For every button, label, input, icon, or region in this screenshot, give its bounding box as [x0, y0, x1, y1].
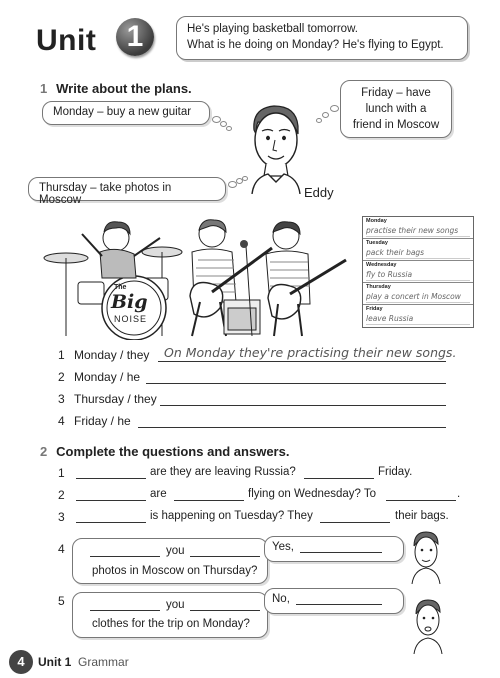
- answer-prefix: No,: [272, 593, 290, 605]
- item-prompt: Monday / he: [74, 370, 141, 384]
- example-line-1: He's playing basketball tomorrow.: [187, 23, 358, 35]
- schedule-activity: fly to Russia: [366, 269, 470, 281]
- answer-line[interactable]: [158, 361, 446, 362]
- answer-line[interactable]: [174, 500, 244, 501]
- question-text: Friday.: [378, 466, 413, 478]
- item-number: 3: [58, 392, 65, 406]
- answer-line[interactable]: [386, 500, 456, 501]
- question-text: photos in Moscow on Thursday?: [92, 565, 258, 577]
- example-answer: On Monday they're practising their new songs.: [164, 345, 457, 360]
- footer-section: Grammar: [78, 655, 129, 669]
- example-box: [176, 16, 468, 60]
- question-text: is happening on Tuesday? They: [150, 510, 313, 522]
- answer-line[interactable]: [138, 427, 446, 428]
- band-illustration: [42, 212, 358, 340]
- question-text: you: [166, 545, 185, 557]
- schedule-activity: practise their new songs: [366, 225, 470, 237]
- band-logo-big: Big: [111, 291, 148, 313]
- answer-line[interactable]: [76, 500, 146, 501]
- schedule-activity: pack their bags: [366, 247, 470, 259]
- thursday-thought-bubble: [28, 177, 226, 206]
- monday-plan-text: Monday – buy a new guitar: [53, 106, 192, 118]
- question-text: you: [166, 599, 185, 611]
- schedule-row: [363, 239, 473, 261]
- answer-line[interactable]: [190, 610, 260, 611]
- exercise-title: Write about the plans.: [56, 81, 192, 96]
- item-number: 2: [58, 488, 65, 502]
- friday-plan-line: lunch with a: [365, 103, 427, 115]
- answer-line[interactable]: [304, 478, 374, 479]
- question-text: their bags.: [395, 510, 449, 522]
- unit-number-badge: 1: [116, 18, 154, 56]
- item-number: 2: [58, 370, 65, 384]
- answer-line[interactable]: [76, 522, 146, 523]
- item-prompt: Friday / he: [74, 414, 131, 428]
- question-text: are: [150, 488, 167, 500]
- question-text: clothes for the trip on Monday?: [92, 618, 250, 630]
- question-text: are they are leaving Russia?: [150, 466, 296, 478]
- question-text: .: [457, 488, 461, 500]
- schedule-activity: leave Russia: [366, 313, 470, 325]
- example-line-2: What is he doing on Monday? He's flying to Egypt.: [187, 39, 444, 51]
- band-logo-the: The: [114, 284, 127, 291]
- answer-line[interactable]: [146, 383, 446, 384]
- answer-line[interactable]: [320, 522, 390, 523]
- exercise-1-heading: [40, 80, 192, 98]
- schedule-day: Tuesday: [366, 240, 388, 246]
- item-number: 4: [58, 542, 65, 556]
- exercise-number: 2: [40, 444, 48, 459]
- schedule-day: Wednesday: [366, 262, 397, 268]
- thought-dot: [322, 112, 329, 118]
- answer-line[interactable]: [90, 556, 160, 557]
- friday-plan-line: friend in Moscow: [352, 119, 440, 131]
- answer-line[interactable]: [190, 556, 260, 557]
- schedule-day: Thursday: [366, 284, 391, 290]
- eddy-small-illustration: [408, 528, 444, 584]
- eddy-small-illustration: [410, 596, 446, 654]
- thought-dot: [330, 105, 339, 112]
- footer-unit-number: 1: [64, 655, 72, 669]
- character-name-eddy: Eddy: [304, 185, 334, 200]
- schedule-activity: play a concert in Moscow: [366, 291, 470, 303]
- footer-label: [38, 655, 129, 669]
- band-schedule: [362, 216, 474, 328]
- exercise-title: Complete the questions and answers.: [56, 444, 290, 459]
- item-number: 3: [58, 510, 65, 524]
- schedule-row: [363, 217, 473, 239]
- friday-plan-line: Friday – have: [361, 87, 431, 99]
- answer-prefix: Yes,: [272, 541, 294, 553]
- schedule-row: [363, 305, 473, 327]
- item-number: 5: [58, 594, 65, 608]
- answer-line[interactable]: [296, 604, 382, 605]
- thursday-plan-text: Thursday – take photos in Moscow: [39, 182, 172, 206]
- schedule-day: Friday: [366, 306, 383, 312]
- answer-line[interactable]: [160, 405, 446, 406]
- exercise-2-heading: [40, 443, 289, 461]
- friday-thought-bubble: [340, 80, 452, 138]
- item-prompt: Thursday / they: [74, 392, 157, 406]
- eddy-illustration: [244, 100, 308, 194]
- page-number: 4: [9, 650, 33, 674]
- footer-unit: Unit: [38, 655, 62, 669]
- unit-title: Unit: [36, 24, 97, 57]
- answer-line[interactable]: [76, 478, 146, 479]
- band-logo-noise: NOISE: [114, 314, 148, 324]
- item-prompt: Monday / they: [74, 348, 150, 362]
- schedule-row: [363, 283, 473, 305]
- monday-thought-bubble: [42, 101, 210, 125]
- item-number: 4: [58, 414, 65, 428]
- answer-line[interactable]: [300, 552, 382, 553]
- thought-dot: [316, 118, 322, 123]
- schedule-day: Monday: [366, 218, 387, 224]
- thought-dot: [226, 126, 232, 131]
- item-number: 1: [58, 466, 65, 480]
- schedule-row: [363, 261, 473, 283]
- answer-line[interactable]: [90, 610, 160, 611]
- item-number: 1: [58, 348, 65, 362]
- exercise-number: 1: [40, 81, 48, 96]
- question-text: flying on Wednesday? To: [248, 488, 377, 500]
